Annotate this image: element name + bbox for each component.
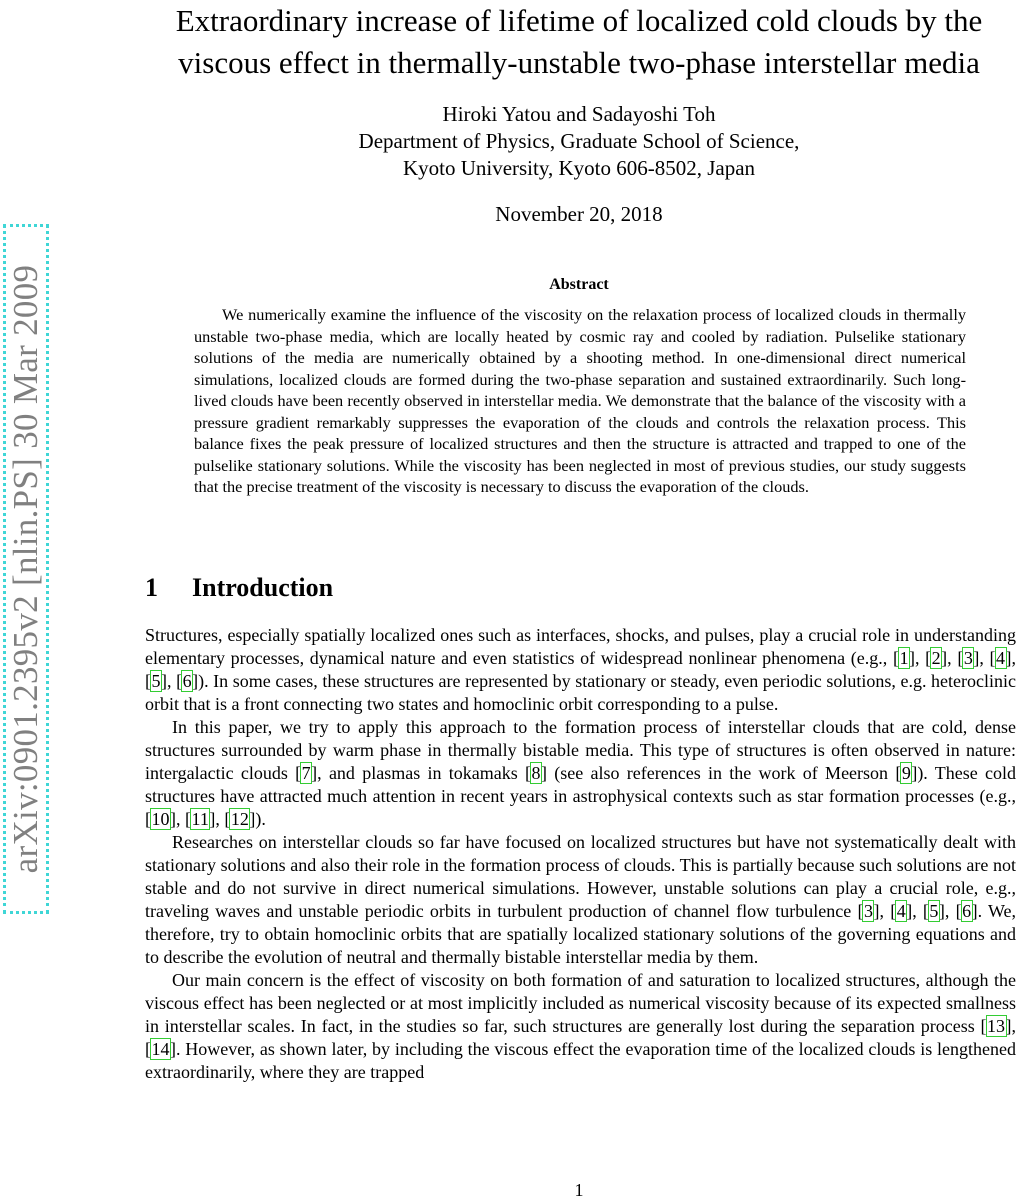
intro-paragraph-4: Our main concern is the effect of viscosity on both formation of and saturation to localized structures, although the viscous effect has been neglected or at most implicitly included as numerical viscosity because of its expected smallness in interstellar scales. In fact, in the studies so far, such structures are generally lost during the separation process [13], [14]. However, as shown later, by including the viscous effect the evaporation time of the localized clouds is lengthened extraordinarily, where they are trapped: [145, 969, 1016, 1084]
intro-paragraph-2: In this paper, we try to apply this approach to the formation process of interstellar clouds that are cold, dense structures surrounded by warm phase in thermally bistable media. This type of structures is often observed in nature: intergalactic clouds [7], and plasmas in tokamaks [8] (see also references in the work of Meerson [9]). These cold structures have attracted much attention in recent years in astrophysical contexts such as star formation processes (e.g., [10], [11], [12]).: [145, 716, 1016, 831]
paragraph-text: Researches on interstellar clouds so far have focused on localized structures but have not systematically dealt with stationary solutions and also their role in the formation process of clouds. This is partially because such solutions are not stable and do not survive in direct numerical simulations. However, unstable solutions can play a crucial role, e.g., traveling waves and unstable periodic orbits in turbulent production of channel flow turbulence: [145, 832, 1016, 921]
citation-link[interactable]: 4: [996, 648, 1006, 668]
paragraph-text: , and plasmas in tokamaks: [317, 763, 525, 783]
paragraph-text: ). In some cases, these structures are represented by stationary or steady, even periodic solutions, e.g. heteroclinic orbit that is a front connecting two states and homoclinic orbit corresponding to a pulse.: [145, 671, 1016, 714]
paragraph-text: ,: [945, 901, 956, 921]
affiliation-line-1: Department of Physics, Graduate School of Science,: [143, 128, 1015, 155]
citation-link[interactable]: 9: [901, 763, 911, 783]
citation-link[interactable]: 4: [896, 901, 906, 921]
citation-link[interactable]: 13: [987, 1016, 1006, 1036]
section-title: Introduction: [192, 573, 333, 602]
arxiv-identifier[interactable]: arXiv:0901.2395v2 [nlin.PS] 30 Mar 2009: [6, 265, 46, 874]
citation-link[interactable]: 1: [899, 648, 909, 668]
paragraph-text: ,: [879, 901, 890, 921]
abstract-heading: Abstract: [143, 276, 1015, 294]
paragraph-text: Our main concern is the effect of viscosity on both formation of and saturation to localized structures, although the viscous effect has been neglected or at most implicitly included as numerical viscosity because of its expected smallness in interstellar scales. In fact, in the studies so far, such structures are generally lost during the separation process: [145, 970, 1016, 1036]
paragraph-text: ). These cold structures have attracted much attention in recent years in astrophysical contexts such as star formation processes (e.g.,: [145, 763, 1016, 806]
citation-link[interactable]: 3: [863, 901, 873, 921]
paragraph-text: . However, as shown later, by including the viscous effect the evaporation time of the localized clouds is lengthened extraordinarily, where they are trapped: [145, 1039, 1016, 1082]
paragraph-text: (see also references in the work of Meerson: [547, 763, 895, 783]
abstract-text: We numerically examine the influence of the viscosity on the relaxation process of localized clouds in thermally unstable two-phase media, which are locally heated by cosmic ray and cooled by radiation. Pulselike stationary solutions of the media are numerically obtained by a shooting method. In one-dimensional direct numerical simulations, localized clouds are formed during the two-phase separation and sustained extraordinarily. Such long-lived clouds have been recently observed in interstellar media. We demonstrate that the balance of the viscosity with a pressure gradient remarkably suppresses the evaporation of the clouds and controls the relaxation process. This balance fixes the peak pressure of localized structures and then the structure is attracted and trapped to one of the pulselike stationary solutions. While the viscosity has been neglected in most of previous studies, our study suggests that the precise treatment of the viscosity is necessary to discuss the evaporation of the clouds.: [194, 304, 966, 498]
citation-link[interactable]: 7: [301, 763, 311, 783]
citation-link[interactable]: 12: [230, 809, 249, 829]
paragraph-text: In this paper, we try to apply this approach to the formation process of interstellar clouds that are cold, dense structures surrounded by warm phase in thermally bistable media. This type of structures is often observed in nature: intergalactic clouds: [145, 717, 1016, 783]
introduction-body: [145, 624, 1016, 1084]
title-line-1: Extraordinary increase of lifetime of localized cold clouds by the: [143, 0, 1015, 42]
paragraph-text: ,: [176, 809, 185, 829]
paragraph-text: ).: [255, 809, 266, 829]
section-heading: [145, 573, 333, 603]
paragraph-text: Structures, especially spatially localized ones such as interfaces, shocks, and pulses, play a crucial role in understanding elementary processes, dynamical nature and even statistics of widespread nonlinear phenomena (e.g.,: [145, 625, 1016, 668]
arxiv-stamp: [0, 224, 54, 914]
authors: Hiroki Yatou and Sadayoshi Toh: [143, 101, 1015, 128]
paragraph-text: ,: [979, 648, 989, 668]
intro-paragraph-3: Researches on interstellar clouds so far have focused on localized structures but have not systematically dealt with stationary solutions and also their role in the formation process of clouds. This is partially because such solutions are not stable and do not survive in direct numerical simulations. However, unstable solutions can play a crucial role, e.g., traveling waves and unstable periodic orbits in turbulent production of channel flow turbulence [3], [4], [5], [6]. We, therefore, try to obtain homoclinic orbits that are spatially localized stationary solutions of the governing equations and to describe the evolution of neutral and thermally bistable interstellar media by them.: [145, 831, 1016, 969]
citation-link[interactable]: 6: [182, 671, 192, 691]
page-number: 1: [143, 1180, 1015, 1201]
citation-link[interactable]: 6: [962, 901, 972, 921]
citation-link[interactable]: 14: [151, 1039, 170, 1059]
section-number: 1: [145, 573, 192, 603]
citation-link[interactable]: 3: [963, 648, 973, 668]
citation-link[interactable]: 2: [931, 648, 941, 668]
author-block: [143, 101, 1015, 182]
citation-link[interactable]: 10: [151, 809, 170, 829]
paragraph-text: ,: [167, 671, 176, 691]
citation-link[interactable]: 5: [929, 901, 939, 921]
paragraph-text: ,: [1012, 648, 1016, 668]
paper-date: November 20, 2018: [143, 201, 1015, 228]
affiliation-line-2: Kyoto University, Kyoto 606-8502, Japan: [143, 155, 1015, 182]
paragraph-text: ,: [912, 901, 923, 921]
intro-paragraph-1: Structures, especially spatially localized ones such as interfaces, shocks, and pulses, play a crucial role in understanding elementary processes, dynamical nature and even statistics of widespread nonlinear phenomena (e.g., [1], [2], [3], [4], [5], [6]). In some cases, these structures are represented by stationary or steady, even periodic solutions, e.g. heteroclinic orbit that is a front connecting two states and homoclinic orbit corresponding to a pulse.: [145, 624, 1016, 716]
paragraph-text: ,: [215, 809, 224, 829]
paragraph-text: ,: [947, 648, 957, 668]
citation-link[interactable]: 8: [531, 763, 541, 783]
paragraph-text: ,: [915, 648, 925, 668]
citation-link[interactable]: 11: [191, 809, 209, 829]
title-line-2: viscous effect in thermally-unstable two-phase interstellar media: [143, 42, 1015, 84]
citation-link[interactable]: 5: [151, 671, 161, 691]
paper-title: [143, 0, 1015, 84]
paragraph-text: . We, therefore, try to obtain homoclinic orbits that are spatially localized stationary solutions of the governing equations and to describe the evolution of neutral and thermally bistable interstellar media by them.: [145, 901, 1016, 967]
paragraph-text: ,: [1012, 1016, 1016, 1036]
